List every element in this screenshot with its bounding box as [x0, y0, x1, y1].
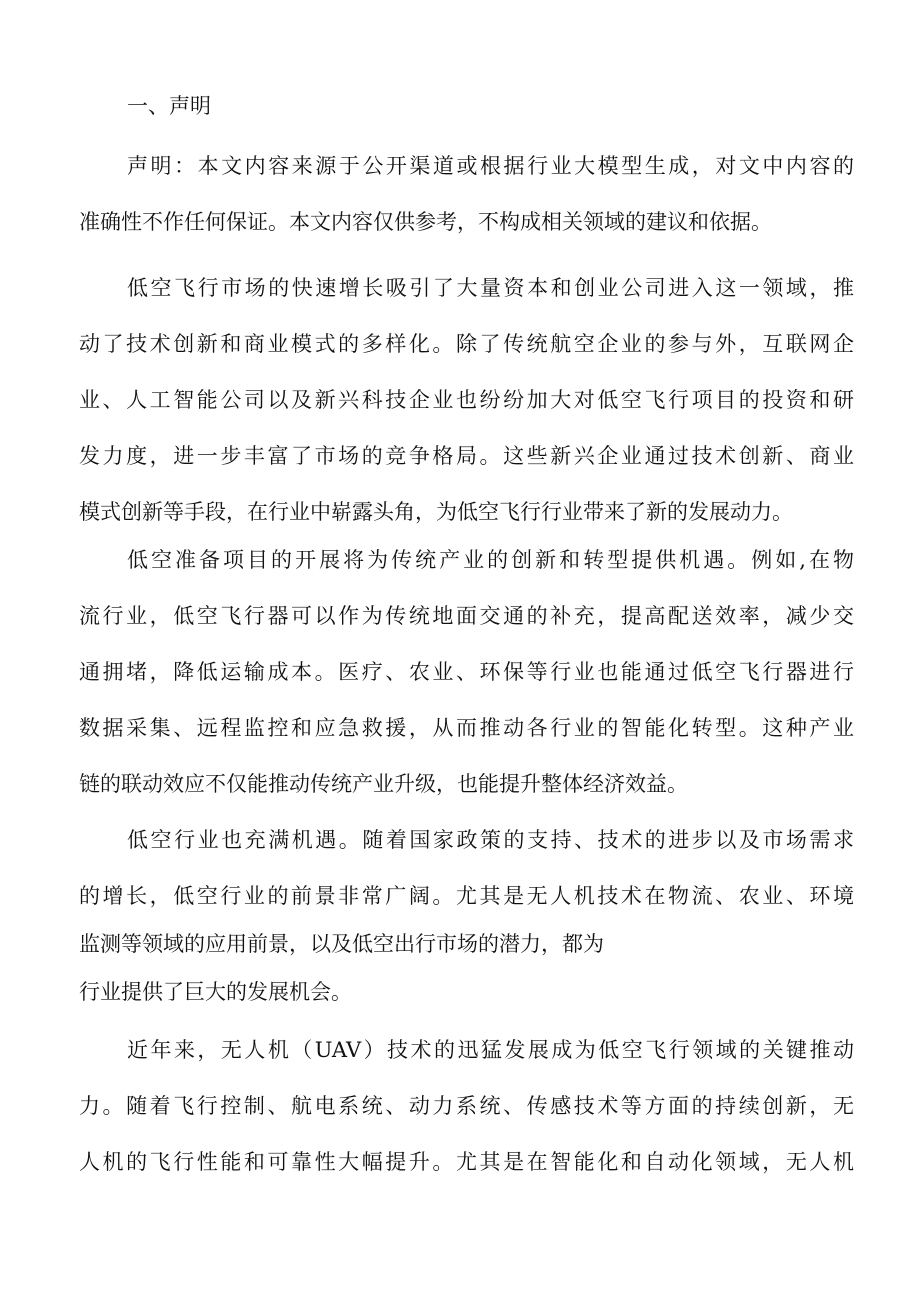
- paragraph-disclaimer: [79, 138, 854, 250]
- text-line: 行业提供了巨大的发展机会。: [79, 980, 352, 1004]
- text-line: 力。随着飞行控制、航电系统、动力系统、传感技术等方面的持续创新，无: [79, 1094, 854, 1118]
- text-line: 链的联动效应不仅能推动传统产业升级，也能提升整体经济效益。: [79, 772, 688, 796]
- text-line: 模式创新等手段，在行业中崭露头角，为低空飞行行业带来了新的发展动力。: [79, 500, 793, 524]
- text-line: 通拥堵，降低运输成本。医疗、农业、环保等行业也能通过低空飞行器进行: [79, 660, 854, 684]
- text-line: 发力度，进一步丰富了市场的竞争格局。这些新兴企业通过技术创新、商业: [79, 444, 854, 468]
- text-line: 低空飞行市场的快速增长吸引了大量资本和创业公司进入这一领域，推: [127, 276, 854, 300]
- text-line: 数据采集、远程监控和应急救援，从而推动各行业的智能化转型。这种产业: [79, 716, 854, 740]
- paragraph-industry-transformation: [79, 532, 854, 812]
- paragraph-opportunities: [79, 812, 854, 1020]
- text-line: 流行业，低空飞行器可以作为传统地面交通的补充，提高配送效率，减少交: [79, 604, 854, 628]
- text-line: 准确性不作任何保证。本文内容仅供参考，不构成相关领域的建议和依据。: [79, 210, 772, 234]
- text-line: 业、人工智能公司以及新兴科技企业也纷纷加大对低空飞行项目的投资和研: [79, 388, 854, 412]
- text-line: 低空准备项目的开展将为传统产业的创新和转型提供机遇。例如,在物: [127, 548, 854, 572]
- text-line: 声明：本文内容来源于公开渠道或根据行业大模型生成，对文中内容的: [127, 154, 854, 178]
- text-line: 近年来，无人机（UAV）技术的迅猛发展成为低空飞行领域的关键推动: [127, 1038, 854, 1062]
- text-line: 动了技术创新和商业模式的多样化。除了传统航空企业的参与外，互联网企: [79, 332, 854, 356]
- paragraph-uav-technology: [79, 1022, 854, 1190]
- text-line: 低空行业也充满机遇。随着国家政策的支持、技术的进步以及市场需求: [127, 828, 854, 852]
- paragraph-market-growth: [79, 260, 854, 540]
- text-line: 的增长，低空行业的前景非常广阔。尤其是无人机技术在物流、农业、环境: [79, 884, 854, 908]
- text-line: 人机的飞行性能和可靠性大幅提升。尤其是在智能化和自动化领域，无人机: [79, 1150, 854, 1174]
- section-heading: 一、声明: [127, 94, 211, 118]
- text-line: 监测等领域的应用前景，以及低空出行市场的潜力，都为: [79, 932, 604, 956]
